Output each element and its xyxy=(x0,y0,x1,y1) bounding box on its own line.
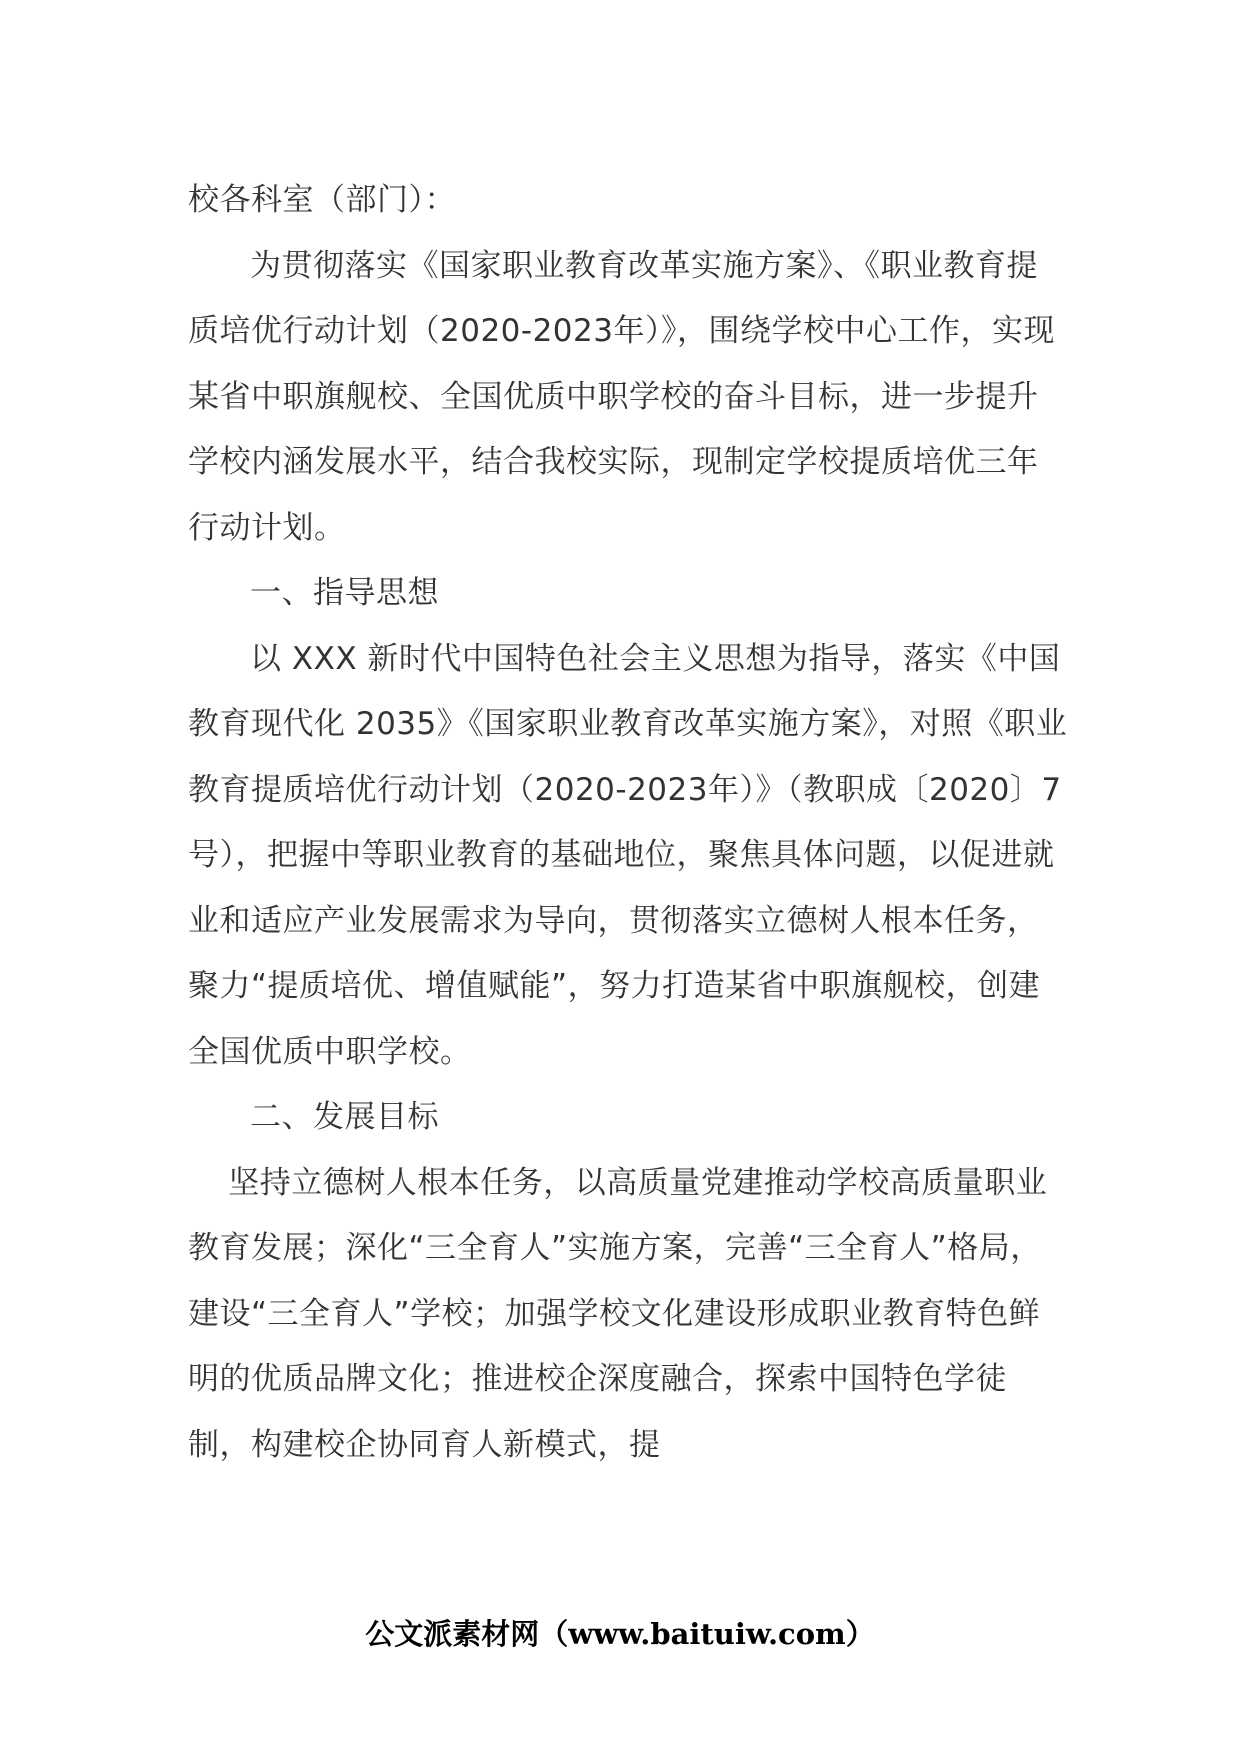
section-heading-guiding-ideology: 一、指导思想 xyxy=(250,575,439,611)
section-heading-development-goals: 二、发展目标 xyxy=(250,1099,439,1135)
guiding-ideology-paragraph: 以 XXX 新时代中国特色社会主义思想为指导，落实《中国教育现代化 2035》《国家职业教育改革实施方案》，对照《职业教育提质培优行动计划（2020-2023年）》（教职成〔2020〕7号），把握中等职业教育的基础地位，聚焦具体问题，以促进就业和适应产业发展需求为导向，贯彻落实立德树人根本任务，聚力“提质培优、增值赋能”，努力打造某省中职旗舰校，创建全国优质中职学校。 xyxy=(188,640,1068,1070)
intro-paragraph: 为贯彻落实《国家职业教育改革实施方案》、《职业教育提质培优行动计划（2020-2023年）》，围绕学校中心工作，实现某省中职旗舰校、全国优质中职学校的奋斗目标，进一步提升学校内涵发展水平，结合我校实际，现制定学校提质培优三年行动计划。 xyxy=(188,247,1055,546)
footer-watermark: 公文派素材网（www.baituiw.com） xyxy=(365,1617,875,1651)
greeting-line: 校各科室（部门）： xyxy=(188,182,456,218)
document-body xyxy=(188,168,1068,1478)
development-goals-paragraph: 坚持立德树人根本任务，以高质量党建推动学校高质量职业教育发展；深化“三全育人”实施方案，完善“三全育人”格局，建设“三全育人”学校；加强学校文化建设形成职业教育特色鲜明的优质品牌文化；推进校企深度融合，探索中国特色学徒制，构建校企协同育人新模式，提 xyxy=(188,1164,1048,1463)
